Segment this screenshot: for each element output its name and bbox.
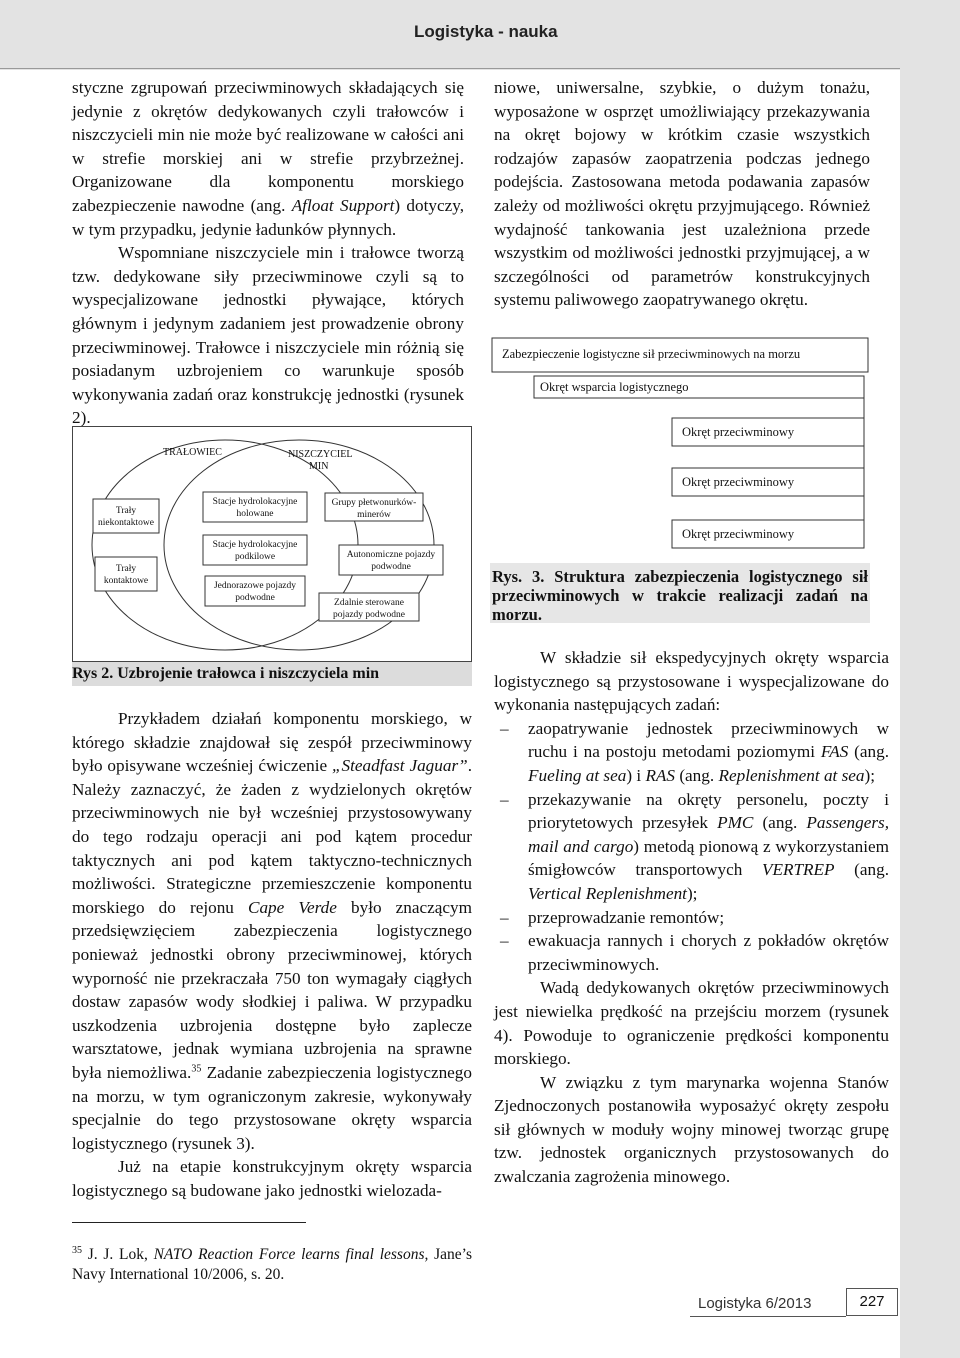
fig3-mcm-label-3: Okręt przeciwminowy bbox=[682, 527, 795, 541]
list-item bbox=[494, 788, 889, 906]
text-italic: VERTREP bbox=[761, 860, 835, 880]
fig3-mcm-label-1: Okręt przeciwminowy bbox=[682, 425, 795, 439]
paragraph: Już na etapie konstrukcyjnym okręty wsparcia logistycznego są budowane jako jednostki wielozada- bbox=[72, 1157, 472, 1200]
label-niszczyciel: NISZCZYCIEL bbox=[288, 449, 353, 460]
list-item bbox=[494, 717, 889, 788]
text: ) dotyczy, w tym przypadku, jedynie ładunków płynnych. bbox=[72, 195, 464, 239]
text: J. J. Lok, bbox=[82, 1246, 154, 1263]
text: ) i bbox=[626, 765, 646, 785]
text-italic: FAS bbox=[820, 742, 849, 762]
task-list bbox=[494, 717, 889, 977]
box-text: podwodne bbox=[235, 593, 275, 603]
footnote-number: 35 bbox=[72, 1244, 82, 1256]
box-text: Zdalnie sterowane bbox=[334, 598, 404, 608]
text: (ang. bbox=[834, 860, 889, 880]
footer-rule bbox=[690, 1316, 846, 1317]
right-column-bottom bbox=[494, 646, 889, 1189]
box-text: Autonomiczne pojazdy bbox=[346, 550, 436, 560]
box-text: holowane bbox=[236, 509, 274, 519]
dash-bullet: – bbox=[500, 907, 509, 927]
text: Przykładem działań komponentu morskiego, w którego składzie znajdował się zespół przeciwminowy było opisywane wcześniej ćwiczenie bbox=[72, 709, 472, 776]
fig3-mcm-label-2: Okręt przeciwminowy bbox=[682, 475, 795, 489]
right-column-top bbox=[494, 76, 870, 312]
figure-3-diagram bbox=[490, 336, 870, 563]
paragraph: Wspomniane niszczyciele min i trałowce tworzą tzw. dedykowane siły przeciwminowe czyli są to wyspecjalizowane jednostki pływające, których głównym i jedynym zadaniem jest prowadzenie obrony przeciwminowej. Trałowce i niszczyciele min różnią się posiadanym uzbrojeniem co warunkuje sposób wykonywania zadań oraz konstrukcję jednostki (rysunek 2). bbox=[72, 243, 464, 428]
header-rule bbox=[0, 68, 900, 69]
page-number: 227 bbox=[846, 1288, 898, 1316]
journal-label: Logistyka 6/2013 bbox=[698, 1295, 812, 1312]
fig3-support-label: Okręt wsparcia logistycznego bbox=[540, 380, 689, 394]
paragraph: niowe, uniwersalne, szybkie, o dużym tonażu, wyposażone w osprzęt umożliwiający przekazywania na okręt bojowy w krótkim czasie wszystkich rodzajów zapasów zaopatrzenia podczas jednego podejścia. Zastosowana metoda podawania zapasów zależy od możliwości okrętu przyjmującego. Również wydajność tankowania jest uzależniona przede wszystkim od możliwości jednostki przyjmującej, a w szczególności od parametrów konstrukcyjnych systemu paliwowego zaopatrywanego okrętu. bbox=[494, 78, 870, 310]
text: przekazywanie na okręty personelu, poczty i priorytetowych przesyłek bbox=[528, 789, 889, 833]
text-italic: PMC bbox=[717, 813, 754, 833]
box-text: pojazdy podwodne bbox=[332, 610, 406, 620]
box-text: Stacje hydrolokacyjne bbox=[212, 540, 298, 550]
text: (ang. bbox=[753, 813, 807, 833]
text-italic: Replenishment at sea bbox=[718, 765, 865, 785]
box-text: minerów bbox=[357, 510, 391, 520]
text: (ang. bbox=[675, 765, 719, 785]
paragraph bbox=[72, 707, 472, 1155]
footnote-rule bbox=[72, 1222, 306, 1223]
footnote bbox=[72, 1245, 472, 1284]
footnote-ref[interactable]: 35 bbox=[191, 1063, 202, 1075]
box-text: Trały bbox=[115, 564, 137, 574]
text: przeprowadzanie remontów; bbox=[528, 907, 725, 927]
label-niszczyciel-min: MIN bbox=[309, 461, 329, 472]
page-margin-strip bbox=[900, 0, 960, 1358]
label-tralowiec: TRAŁOWIEC bbox=[163, 447, 222, 458]
paragraph: W składzie sił ekspedycyjnych okręty wsparcia logistycznego są przystosowane i wyspecjalizowane do wykonania następujących zadań: bbox=[494, 648, 889, 715]
figure-2-venn bbox=[73, 427, 471, 661]
text: ) metodą pionową z wykorzystaniem śmigłowców transportowych bbox=[528, 836, 889, 880]
text-italic: RAS bbox=[645, 765, 676, 785]
text-italic: Cape Verde bbox=[248, 897, 337, 917]
paragraph: Wadą dedykowanych okrętów przeciwminowych jest niewielka prędkość na przejściu morzem (rysunek 4). Powoduje to ograniczenie prędkości komponentu morskiego. bbox=[494, 978, 889, 1069]
text-italic: Fueling at sea bbox=[528, 765, 627, 785]
running-header: Logistyka - nauka bbox=[414, 22, 558, 41]
text-italic: Vertical Replenishment bbox=[528, 883, 687, 903]
text: styczne zgrupowań przeciwminowych składających się jedynie z okrętów dedykowanych czyli trałowców i niszczycieli min nie może być realizowane w całości ani w strefie morskiej ani w strefie przybrzeżnej. Organizowane dla komponentu morskiego zabezpieczenie nawodne (ang. bbox=[72, 78, 464, 215]
text-italic: NATO Reaction Force learns final lessons, bbox=[153, 1246, 429, 1263]
text: (ang. bbox=[848, 742, 889, 762]
box-text: Jednorazowe pojazdy bbox=[213, 581, 297, 591]
box-text: Stacje hydrolokacyjne bbox=[212, 497, 298, 507]
box-text: Grupy płetwonurków- bbox=[331, 498, 417, 508]
text: zaopatrywanie jednostek przeciwminowych w ruchu i na postoju metodami poziomymi bbox=[528, 718, 889, 762]
box-text: podwodne bbox=[371, 562, 411, 572]
left-column-top bbox=[72, 76, 464, 430]
text: Zadanie zabezpieczenia logistycznego na morzu, w tym ograniczonym zakresie, wykonywały specjalnie do tego przystosowane okręty wsparcia logistycznego (rysunek 3). bbox=[72, 1062, 472, 1153]
box-text: podkilowe bbox=[234, 552, 276, 562]
dash-bullet: – bbox=[500, 789, 509, 809]
box-text: kontaktowe bbox=[103, 576, 149, 586]
list-item bbox=[494, 906, 889, 930]
text: ewakuacja rannych i chorych z pokładów okrętów przeciwminowych. bbox=[528, 931, 889, 974]
text-italic: Passengers, mail and cargo bbox=[528, 813, 889, 856]
figure-2-diagram bbox=[72, 426, 472, 662]
paragraph: W związku z tym marynarka wojenna Stanów Zjednoczonych postanowiła wyposażyć okręty zespołu sił głównych w moduły wojny minowej tworząc grupę tzw. jednostek organicznych przystosowanych do zwalczania zagrożenia minowego. bbox=[494, 1072, 889, 1187]
box-text: niekontaktowe bbox=[98, 518, 154, 528]
text: było znaczącym przedsięwzięciem zabezpieczenia logistycznego ponieważ jednostki obrony przeciwminowej, których wyporność nie przekraczała 750 ton wymagały ciągłych dostaw zapasów wody słodkiej i paliwa. W przypadku uszkodzenia uzbrojenia dostępne było zaplecze warsztatowe, jednak wymiana uzbrojenia na sprawne była niemożliwa. bbox=[72, 897, 472, 1082]
text: Jane’s Navy International 10/2006, s. 20. bbox=[72, 1246, 472, 1283]
text: . Należy zaznaczyć, że żaden z wydzielonych okrętów przeciwminowych nie był wcześniej przystosowywany do tego rodzaju operacji ani pod kątem procedur taktycznych ani pod kątem taktyczno-technicznych możliwości. Strategiczne przemieszczenie komponentu morskiego do rejonu bbox=[72, 756, 472, 917]
text: ); bbox=[686, 883, 698, 903]
box-text: Trały bbox=[115, 506, 137, 516]
fig3-top-label: Zabezpieczenie logistyczne sił przeciwminowych na morzu bbox=[502, 347, 801, 361]
text-italic: Afloat Support bbox=[291, 195, 395, 215]
text: ); bbox=[864, 765, 876, 785]
list-item bbox=[494, 929, 889, 976]
paragraph bbox=[72, 76, 464, 241]
figure-2-caption: Rys 2. Uzbrojenie trałowca i niszczyciela min bbox=[72, 662, 472, 686]
dash-bullet: – bbox=[500, 718, 509, 738]
left-column-bottom bbox=[72, 707, 472, 1202]
dash-bullet: – bbox=[500, 931, 509, 951]
figure-3-caption: Rys. 3. Struktura zabezpieczenia logistycznego sił przeciwminowych w trakcie realizacji zadań na morzu. bbox=[490, 563, 870, 623]
text-italic: „Steadfast Jaguar” bbox=[332, 756, 468, 776]
